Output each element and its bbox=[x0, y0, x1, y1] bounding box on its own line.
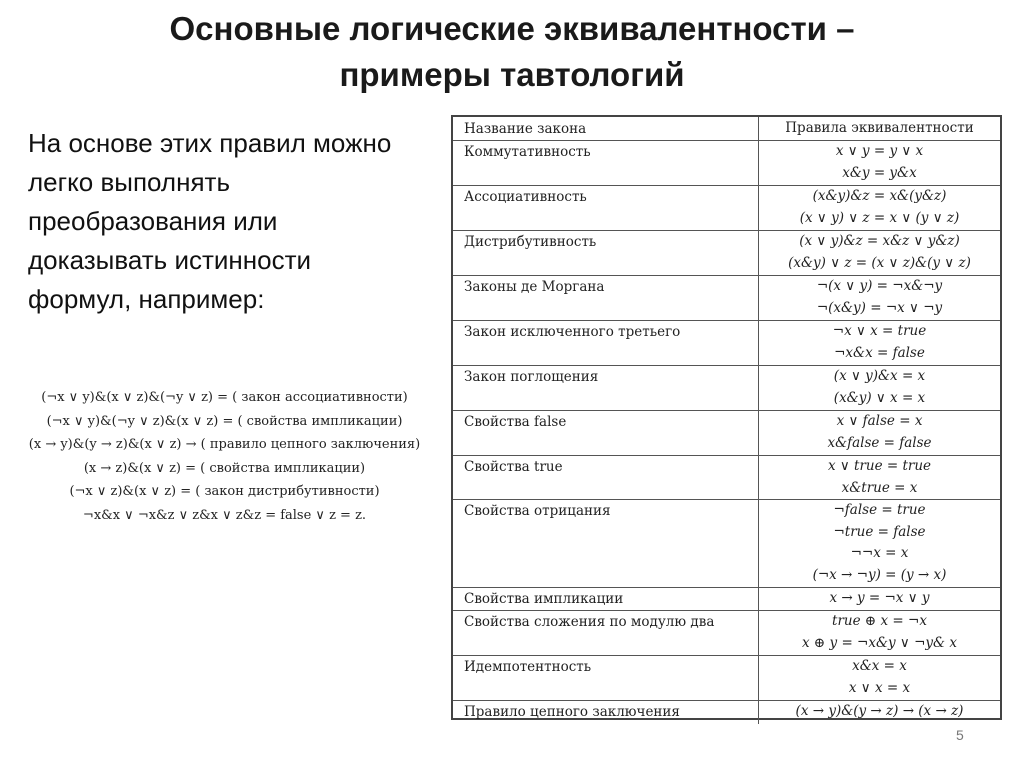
rule-formula: (x ∨ y) ∨ z = x ∨ (y ∨ z) bbox=[799, 209, 960, 226]
rule-formula: x ∨ true = true bbox=[827, 458, 932, 474]
table-row bbox=[453, 231, 1000, 276]
table-row bbox=[453, 500, 1000, 588]
table-row bbox=[453, 456, 1000, 500]
slide-title bbox=[0, 6, 1024, 98]
intro-paragraph: На основе этих правил можно легко выполнять преобразования или доказывать истинности формул, например: bbox=[28, 128, 392, 314]
table-row bbox=[453, 321, 1000, 366]
law-name: Свойства сложения по модулю два bbox=[453, 611, 759, 655]
law-name: Свойства импликации bbox=[453, 588, 759, 610]
rule-formula: ¬(x ∨ y) = ¬x&¬y bbox=[816, 278, 943, 294]
law-rules bbox=[759, 656, 1000, 700]
law-rules bbox=[759, 366, 1000, 410]
rule-formula: (x → y)&(y → z) → (x → z) bbox=[795, 703, 964, 719]
rule-formula: x ∨ y = y ∨ x bbox=[835, 143, 924, 159]
rule-formula: x → y = ¬x ∨ y bbox=[829, 590, 930, 606]
rule-formula: ¬false = true bbox=[833, 502, 926, 518]
law-name: Дистрибутивность bbox=[453, 231, 759, 275]
law-rules bbox=[759, 500, 1000, 587]
rule-formula: x ⊕ y = ¬x&y ∨ ¬y& x bbox=[802, 634, 957, 651]
table-row bbox=[453, 141, 1000, 186]
rule-formula: ¬(x&y) = ¬x ∨ ¬y bbox=[816, 299, 943, 316]
rule-formula: x&false = false bbox=[827, 434, 932, 451]
law-rules bbox=[759, 276, 1000, 320]
law-name: Свойства true bbox=[453, 456, 759, 499]
rule-formula: x&true = x bbox=[841, 479, 918, 496]
table-row bbox=[453, 276, 1000, 321]
law-rules bbox=[759, 231, 1000, 275]
rule-formula: x&x = x bbox=[852, 658, 907, 674]
rule-formula: ¬¬x = x bbox=[850, 545, 909, 562]
law-name: Правило цепного заключения bbox=[453, 701, 759, 724]
law-rules bbox=[759, 141, 1000, 185]
law-name: Закон поглощения bbox=[453, 366, 759, 410]
law-name: Идемпотентность bbox=[453, 656, 759, 700]
table-row bbox=[453, 701, 1000, 724]
rule-formula: x ∨ x = x bbox=[848, 679, 911, 696]
rule-formula: (x ∨ y)&z = x&z ∨ y&z) bbox=[799, 233, 960, 249]
table-row bbox=[453, 411, 1000, 456]
law-name: Свойства отрицания bbox=[453, 500, 759, 587]
law-rules bbox=[759, 456, 1000, 499]
title-line-2: примеры тавтологий bbox=[339, 56, 685, 93]
derivation-example bbox=[12, 386, 437, 528]
table-row bbox=[453, 186, 1000, 231]
table-row bbox=[453, 656, 1000, 701]
law-name: Закон исключенного третьего bbox=[453, 321, 759, 365]
law-name: Коммутативность bbox=[453, 141, 759, 185]
law-rules bbox=[759, 611, 1000, 655]
law-name: Законы де Моргана bbox=[453, 276, 759, 320]
table-row bbox=[453, 588, 1000, 611]
table-row bbox=[453, 611, 1000, 656]
derivation-step: (x → z)&(x ∨ z) = ( свойства импликации) bbox=[83, 460, 366, 476]
rule-formula: (x&y)&z = x&(y&z) bbox=[812, 188, 947, 204]
rule-formula: x&y = y&x bbox=[842, 164, 917, 181]
law-name: Свойства false bbox=[453, 411, 759, 455]
page-number: 5 bbox=[956, 727, 964, 743]
derivation-step: (¬x ∨ y)&(¬y ∨ z)&(x ∨ z) = ( свойства импликации) bbox=[46, 413, 403, 429]
derivation-step: (x → y)&(y → z)&(x ∨ z) → ( правило цепного заключения) bbox=[28, 437, 421, 453]
rule-formula: ¬true = false bbox=[833, 523, 926, 540]
equivalence-table bbox=[451, 115, 1002, 720]
rule-formula: ¬x ∨ x = true bbox=[832, 323, 927, 339]
law-rules bbox=[759, 588, 1000, 610]
table-header-row bbox=[453, 117, 1000, 141]
rule-formula: (x ∨ y)&x = x bbox=[833, 368, 926, 384]
law-name: Ассоциативность bbox=[453, 186, 759, 230]
header-rules: Правила эквивалентности bbox=[785, 120, 974, 136]
derivation-step: ¬x&x ∨ ¬x&z ∨ z&x ∨ z&z = false ∨ z = z. bbox=[82, 507, 367, 523]
rule-formula: (x&y) ∨ x = x bbox=[833, 389, 926, 406]
rule-formula: true ⊕ x = ¬x bbox=[832, 613, 927, 629]
rule-formula: (x&y) ∨ z = (x ∨ z)&(y ∨ z) bbox=[788, 254, 971, 271]
law-rules bbox=[759, 411, 1000, 455]
header-law-name: Название закона bbox=[453, 117, 759, 140]
table-row bbox=[453, 366, 1000, 411]
title-line-1: Основные логические эквивалентности – bbox=[169, 10, 855, 47]
law-rules bbox=[759, 321, 1000, 365]
rule-formula: ¬x&x = false bbox=[834, 344, 925, 361]
rule-formula: (¬x → ¬y) = (y → x) bbox=[812, 566, 947, 583]
rule-formula: x ∨ false = x bbox=[836, 413, 923, 429]
derivation-step: (¬x ∨ y)&(x ∨ z)&(¬y ∨ z) = ( закон ассоциативности) bbox=[41, 390, 408, 405]
law-rules bbox=[759, 186, 1000, 230]
law-rules bbox=[759, 701, 1000, 724]
derivation-step: (¬x ∨ z)&(x ∨ z) = ( закон дистрибутивности) bbox=[69, 484, 380, 500]
